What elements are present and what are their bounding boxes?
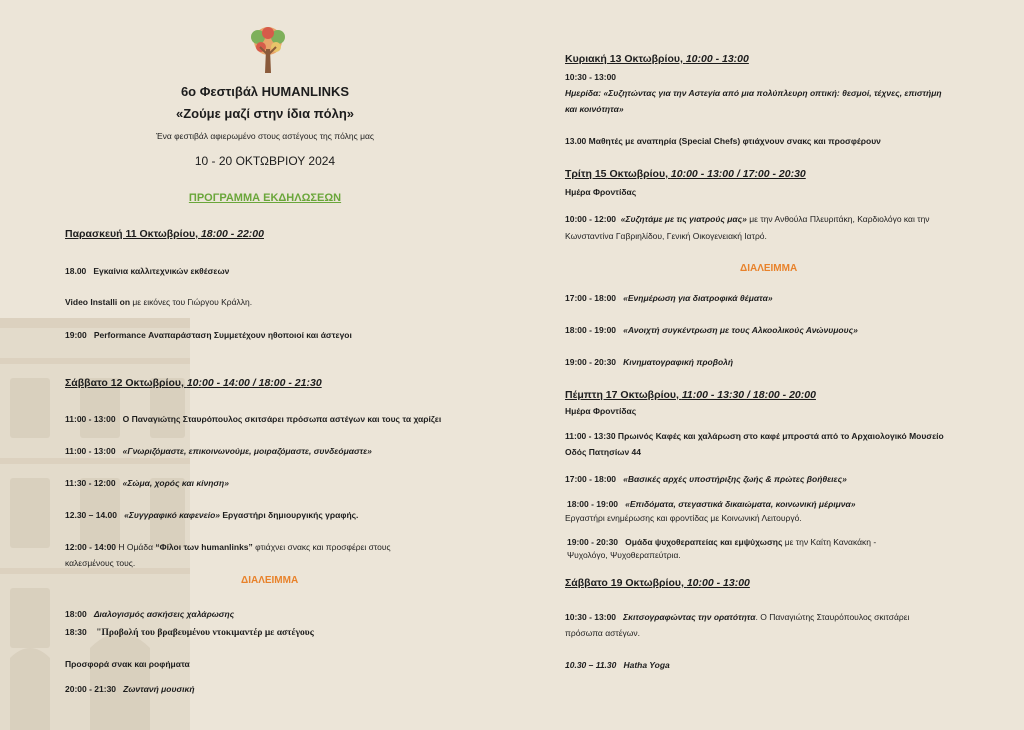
thursday-item-1-cont: Οδός Πατησίων 44 xyxy=(565,447,641,457)
saturday-19-item-1-cont: πρόσωπα αστέγων. xyxy=(565,628,641,638)
evening-item-3: Προσφορά σνακ και ροφήματα xyxy=(65,659,190,669)
saturday-12-item-4: 12.30 – 14.00 «Συγγραφικό καφενείο» Εργαστήρι δημιουργικής γραφής. xyxy=(65,510,359,520)
thursday-item-1: 11:00 - 13:30 Πρωινός Καφές και χαλάρωση στο καφέ μπροστά από το Αρχαιολογικό Μουσείο xyxy=(565,431,944,441)
evening-item-1: 18:00 Διαλογισμός ασκήσεις χαλάρωσης xyxy=(65,609,235,619)
tuesday-heading: Τρίτη 15 Οκτωβρίου, 10:00 - 13:00 / 17:00 - 20:30 xyxy=(565,168,806,180)
thursday-item-4: 19:00 - 20:30 Ομάδα ψυχοθεραπείας και εμψύχωσης με την Καίτη Κανακάκη - xyxy=(567,537,877,547)
friday-item-1: 18.00 Εγκαίνια καλλιτεχνικών εκθέσεων xyxy=(65,266,230,276)
sunday-item-1-cont: και κοινότητα» xyxy=(565,104,624,114)
saturday-12-item-2: 11:00 - 13:00 «Γνωριζόμαστε, επικοινωνούμε, μοιραζόμαστε, συνδεόμαστε» xyxy=(65,446,372,456)
saturday-12-item-1: 11:00 - 13:00 Ο Παναγιώτης Σταυρόπουλος σκιτσάρει πρόσωπα αστέγων και τους τα χαρίζει xyxy=(65,414,442,424)
thursday-item-3: 18:00 - 19:00 «Επιδόματα, στεγαστικά δικαιώματα, κοινωνική μέριμνα» xyxy=(567,499,856,509)
tuesday-item-2: 17:00 - 18:00 «Ενημέρωση για διατροφικά θέματα» xyxy=(565,293,773,303)
thursday-item-4-cont: Ψυχολόγο, Ψυχοθεραπεύτρια. xyxy=(567,550,681,560)
evening-item-4: 20:00 - 21:30 Ζωντανή μουσική xyxy=(65,684,195,694)
thursday-item-3-cont: Εργαστήρι ενημέρωσης και φροντίδας με Κοινωνική Λειτουργό. xyxy=(565,513,802,523)
break-label-right: ΔΙΑΛΕΙΜΜΑ xyxy=(740,263,798,274)
thursday-subheading: Ημέρα Φροντίδας xyxy=(565,406,637,416)
sunday-item-1: Ημερίδα: «Συζητώντας για την Αστεγία από μια πολύπλευρη οπτική: θεσμοί, τέχνες, επιστήμη xyxy=(565,88,942,98)
saturday-19-heading: Σάββατο 19 Οκτωβρίου, 10:00 - 13:00 xyxy=(565,577,750,589)
festival-title: 6ο Φεστιβάλ HUMANLINKS xyxy=(180,84,350,99)
tuesday-subheading: Ημέρα Φροντίδας xyxy=(565,187,637,197)
tuesday-item-3: 18:00 - 19:00 «Ανοιχτή συγκέντρωση με τους Αλκοολικούς Ανώνυμους» xyxy=(565,325,858,335)
friday-item-3: 19:00 Performance Αναπαράσταση Συμμετέχουν ηθοποιοί και άστεγοι xyxy=(65,330,352,340)
saturday-19-item-2: 10.30 – 11.30 Hatha Yoga xyxy=(565,660,670,670)
festival-tagline: Ένα φεστιβάλ αφιερωμένο στους αστέγους της πόλης μας xyxy=(155,131,375,141)
thursday-heading: Πέμπτη 17 Οκτωβρίου, 11:00 - 13:30 / 18:00 - 20:00 xyxy=(565,389,816,401)
saturday-12-item-5-cont: καλεσμένους τους. xyxy=(65,558,136,568)
tuesday-item-1-cont: Κωνσταντίνα Γαβριηλίδου, Γενική Οικογενειακή Ιατρό. xyxy=(565,231,767,241)
saturday-12-item-3: 11:30 - 12:00 «Σώμα, χορός και κίνηση» xyxy=(65,478,229,488)
saturday-12-heading: Σάββατο 12 Οκτωβρίου, 10:00 - 14:00 / 18:00 - 21:30 xyxy=(65,377,322,389)
festival-subtitle: «Ζούμε μαζί στην ίδια πόλη» xyxy=(175,106,355,121)
tuesday-item-1: 10:00 - 12:00 «Συζητάμε με τις γιατρούς μας» με την Ανθούλα Πλευριτάκη, Καρδιολόγο και την xyxy=(565,214,930,224)
break-label-left: ΔΙΑΛΕΙΜΜΑ xyxy=(241,575,299,586)
sunday-heading: Κυριακή 13 Οκτωβρίου, 10:00 - 13:00 xyxy=(565,53,749,65)
evening-item-2: 18:30 "Προβολή του βραβευμένου ντοκιμαντέρ με αστέγους xyxy=(65,627,314,638)
thursday-item-2: 17:00 - 18:00 «Βασικές αρχές υποστήριξης ζωής & πρώτες βοήθειες» xyxy=(565,474,847,484)
festival-dates: 10 - 20 ΟΚΤΩΒΡΙΟΥ 2024 xyxy=(194,154,336,168)
sunday-item-2: 13.00 Μαθητές με αναπηρία (Special Chefs) φτιάχνουν σνακς και προσφέρουν xyxy=(565,136,881,146)
friday-item-2: Video Installi on με εικόνες του Γιώργου Κράλλη. xyxy=(65,297,253,307)
tree-logo-icon xyxy=(246,25,290,75)
tuesday-item-4: 19:00 - 20:30 Κινηματογραφική προβολή xyxy=(565,357,734,367)
friday-heading: Παρασκευή 11 Οκτωβρίου, 18:00 - 22:00 xyxy=(65,228,264,240)
sunday-item-1-time: 10:30 - 13:00 xyxy=(565,72,617,82)
program-heading: ΠΡΟΓΡΑΜΜΑ ΕΚΔΗΛΩΣΕΩΝ xyxy=(188,192,342,204)
saturday-12-item-5: 12:00 - 14:00 Η Ομάδα “Φίλοι των humanlinks” φτιάχνει σνακς και προσφέρει στους xyxy=(65,542,391,552)
saturday-19-item-1: 10:30 - 13:00 Σκιτσογραφώντας την ορατότητα. Ο Παναγιώτης Σταυρόπουλος σκιτσάρει xyxy=(565,612,910,622)
